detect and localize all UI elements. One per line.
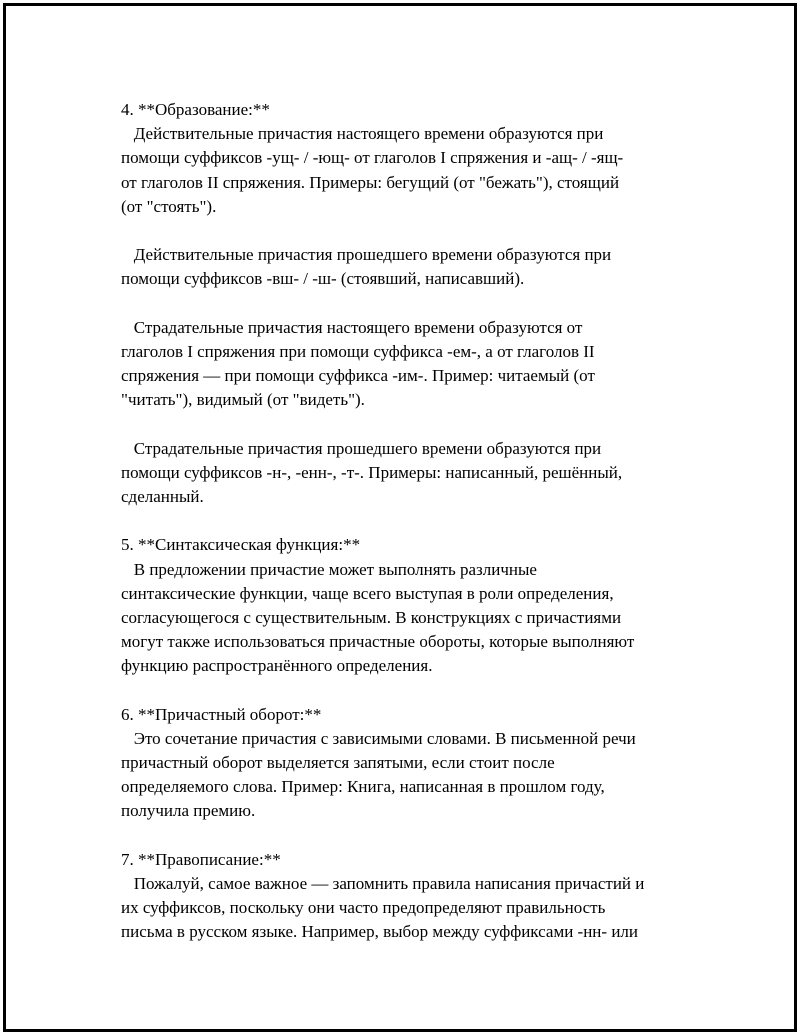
document-body [121,98,711,945]
text-line: Это сочетание причастия с зависимыми словами. В письменной речи [121,728,636,748]
text-line: глаголов I спряжения при помощи суффикса -ем-, а от глаголов II [121,341,595,361]
text-line: определяемого слова. Пример: Книга, написанная в прошлом году, [121,777,605,797]
section-heading: 6. **Причастный оборот:** [121,704,322,724]
text-line: Страдательные причастия настоящего времени образуются от [121,317,583,337]
paragraph [121,727,711,824]
text-line: синтаксические функции, чаще всего выступая в роли определения, [121,583,614,603]
text-line: от глаголов II спряжения. Примеры: бегущий (от "бежать"), стоящий [121,172,620,192]
text-line: "читать"), видимый (от "видеть"). [121,390,365,410]
text-line: Действительные причастия прошедшего времени образуются при [121,245,612,265]
text-line: спряжения — при помощи суффикса -им-. Пример: читаемый (от [121,366,595,386]
text-line: помощи суффиксов -н-, -енн-, -т-. Примеры: написанный, решённый, [121,462,623,482]
paragraph [121,558,711,679]
section-syntactic-function [121,533,711,678]
text-line: помощи суффиксов -вш- / -ш- (стоявший, написавший). [121,269,525,289]
text-line: В предложении причастие может выполнять различные [121,559,537,579]
section-spacer [121,679,711,703]
paragraph [121,437,711,510]
text-line: согласующегося с существительным. В конструкциях с причастиями [121,607,622,627]
paragraph [121,122,711,219]
text-line: помощи суффиксов -ущ- / -ющ- от глаголов I спряжения и -ащ- / -ящ- [121,148,624,168]
paragraph-spacer [121,219,711,243]
text-line: их суффиксов, поскольку они часто предопределяют правильность [121,898,606,918]
text-line: получила премию. [121,801,256,821]
text-line: могут также использоваться причастные обороты, которые выполняют [121,632,635,652]
section-heading: 5. **Синтаксическая функция:** [121,535,361,555]
text-line: (от "стоять"). [121,196,217,216]
paragraph [121,872,711,945]
paragraph-spacer [121,412,711,436]
text-line: Страдательные причастия прошедшего времени образуются при [121,438,602,458]
section-spacer [121,509,711,533]
text-line: причастный оборот выделяется запятыми, если стоит после [121,753,555,773]
page-frame [3,3,797,1032]
section-formation [121,98,711,509]
text-line: Действительные причастия настоящего времени образуются при [121,124,604,144]
section-spelling [121,848,711,945]
section-participial-phrase [121,703,711,824]
paragraph [121,243,711,291]
text-line: сделанный. [121,487,204,506]
text-line: Пожалуй, самое важное — запомнить правила написания причастий и [121,874,645,893]
section-spacer [121,824,711,848]
section-heading: 4. **Образование:** [121,100,270,119]
paragraph [121,316,711,413]
section-heading: 7. **Правописание:** [121,849,281,869]
paragraph-spacer [121,292,711,316]
text-line: функцию распространённого определения. [121,656,433,676]
text-line: письма в русском языке. Например, выбор между суффиксами -нн- или [121,922,638,942]
